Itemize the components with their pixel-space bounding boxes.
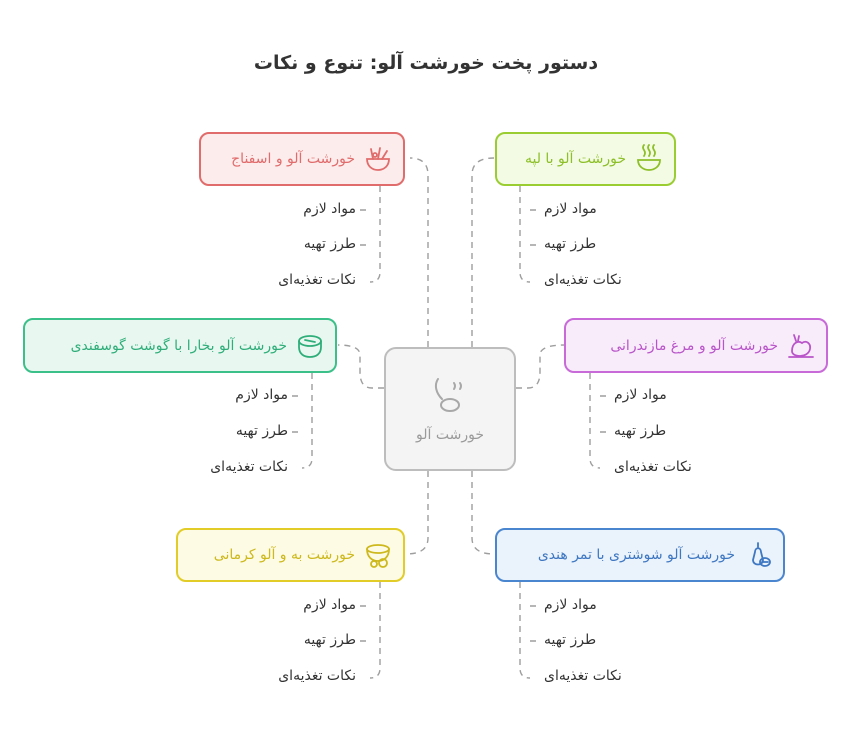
sub-item-method: طرز تهیه [235, 423, 288, 439]
branch-mazandarani-chicken-stew[interactable] [564, 318, 828, 373]
sub-item-ingredients: مواد لازم [303, 201, 356, 217]
sub-item-method: طرز تهیه [544, 632, 597, 648]
branch-spinach-stew[interactable] [199, 132, 405, 186]
chicken-icon [786, 331, 816, 361]
sub-item-ingredients: مواد لازم [544, 201, 597, 217]
tamarind-icon [743, 540, 773, 570]
branch-label: خورشت آلو و اسفناج [231, 151, 355, 167]
sub-item-method: طرز تهیه [303, 632, 356, 648]
branch-label: خورشت به و آلو کرمانی [213, 547, 355, 563]
sub-item-nutrition: نکات تغذیه‌ای [278, 668, 356, 684]
branch-label: خورشت آلو بخارا با گوشت گوسفندی [70, 337, 287, 354]
ladle-icon [430, 375, 470, 419]
quince-bowl-icon [363, 540, 393, 570]
sub-item-nutrition: نکات تغذیه‌ای [210, 459, 288, 475]
branch-kermani-quince-stew[interactable] [176, 528, 405, 582]
sub-item-method: طرز تهیه [614, 423, 667, 439]
sub-item-ingredients: مواد لازم [544, 597, 597, 613]
branch-shushtari-tamarind-stew[interactable] [495, 528, 785, 582]
salad-bowl-icon [363, 144, 393, 174]
steaming-bowl-icon [634, 144, 664, 174]
sub-item-method: طرز تهیه [544, 236, 597, 252]
sub-item-nutrition: نکات تغذیه‌ای [544, 272, 622, 288]
sub-item-nutrition: نکات تغذیه‌ای [544, 668, 622, 684]
branch-label: خورشت آلو با لپه [524, 151, 626, 167]
sub-item-ingredients: مواد لازم [235, 387, 288, 403]
branch-bukhara-lamb-stew[interactable] [23, 318, 337, 373]
sub-item-ingredients: مواد لازم [614, 387, 667, 403]
sub-item-ingredients: مواد لازم [303, 597, 356, 613]
branch-split-pea-stew[interactable] [495, 132, 676, 186]
sub-item-nutrition: نکات تغذیه‌ای [278, 272, 356, 288]
page-title: دستور پخت خورشت آلو: تنوع و نکات [253, 52, 599, 74]
branch-label: خورشت آلو و مرغ مازندرانی [610, 337, 778, 354]
sub-item-method: طرز تهیه [303, 236, 356, 252]
branch-label: خورشت آلو شوشتری با تمر هندی [537, 547, 735, 563]
sub-item-nutrition: نکات تغذیه‌ای [614, 459, 692, 475]
center-label: خورشت آلو [416, 427, 484, 443]
pot-icon [295, 331, 325, 361]
center-node[interactable] [384, 347, 516, 471]
